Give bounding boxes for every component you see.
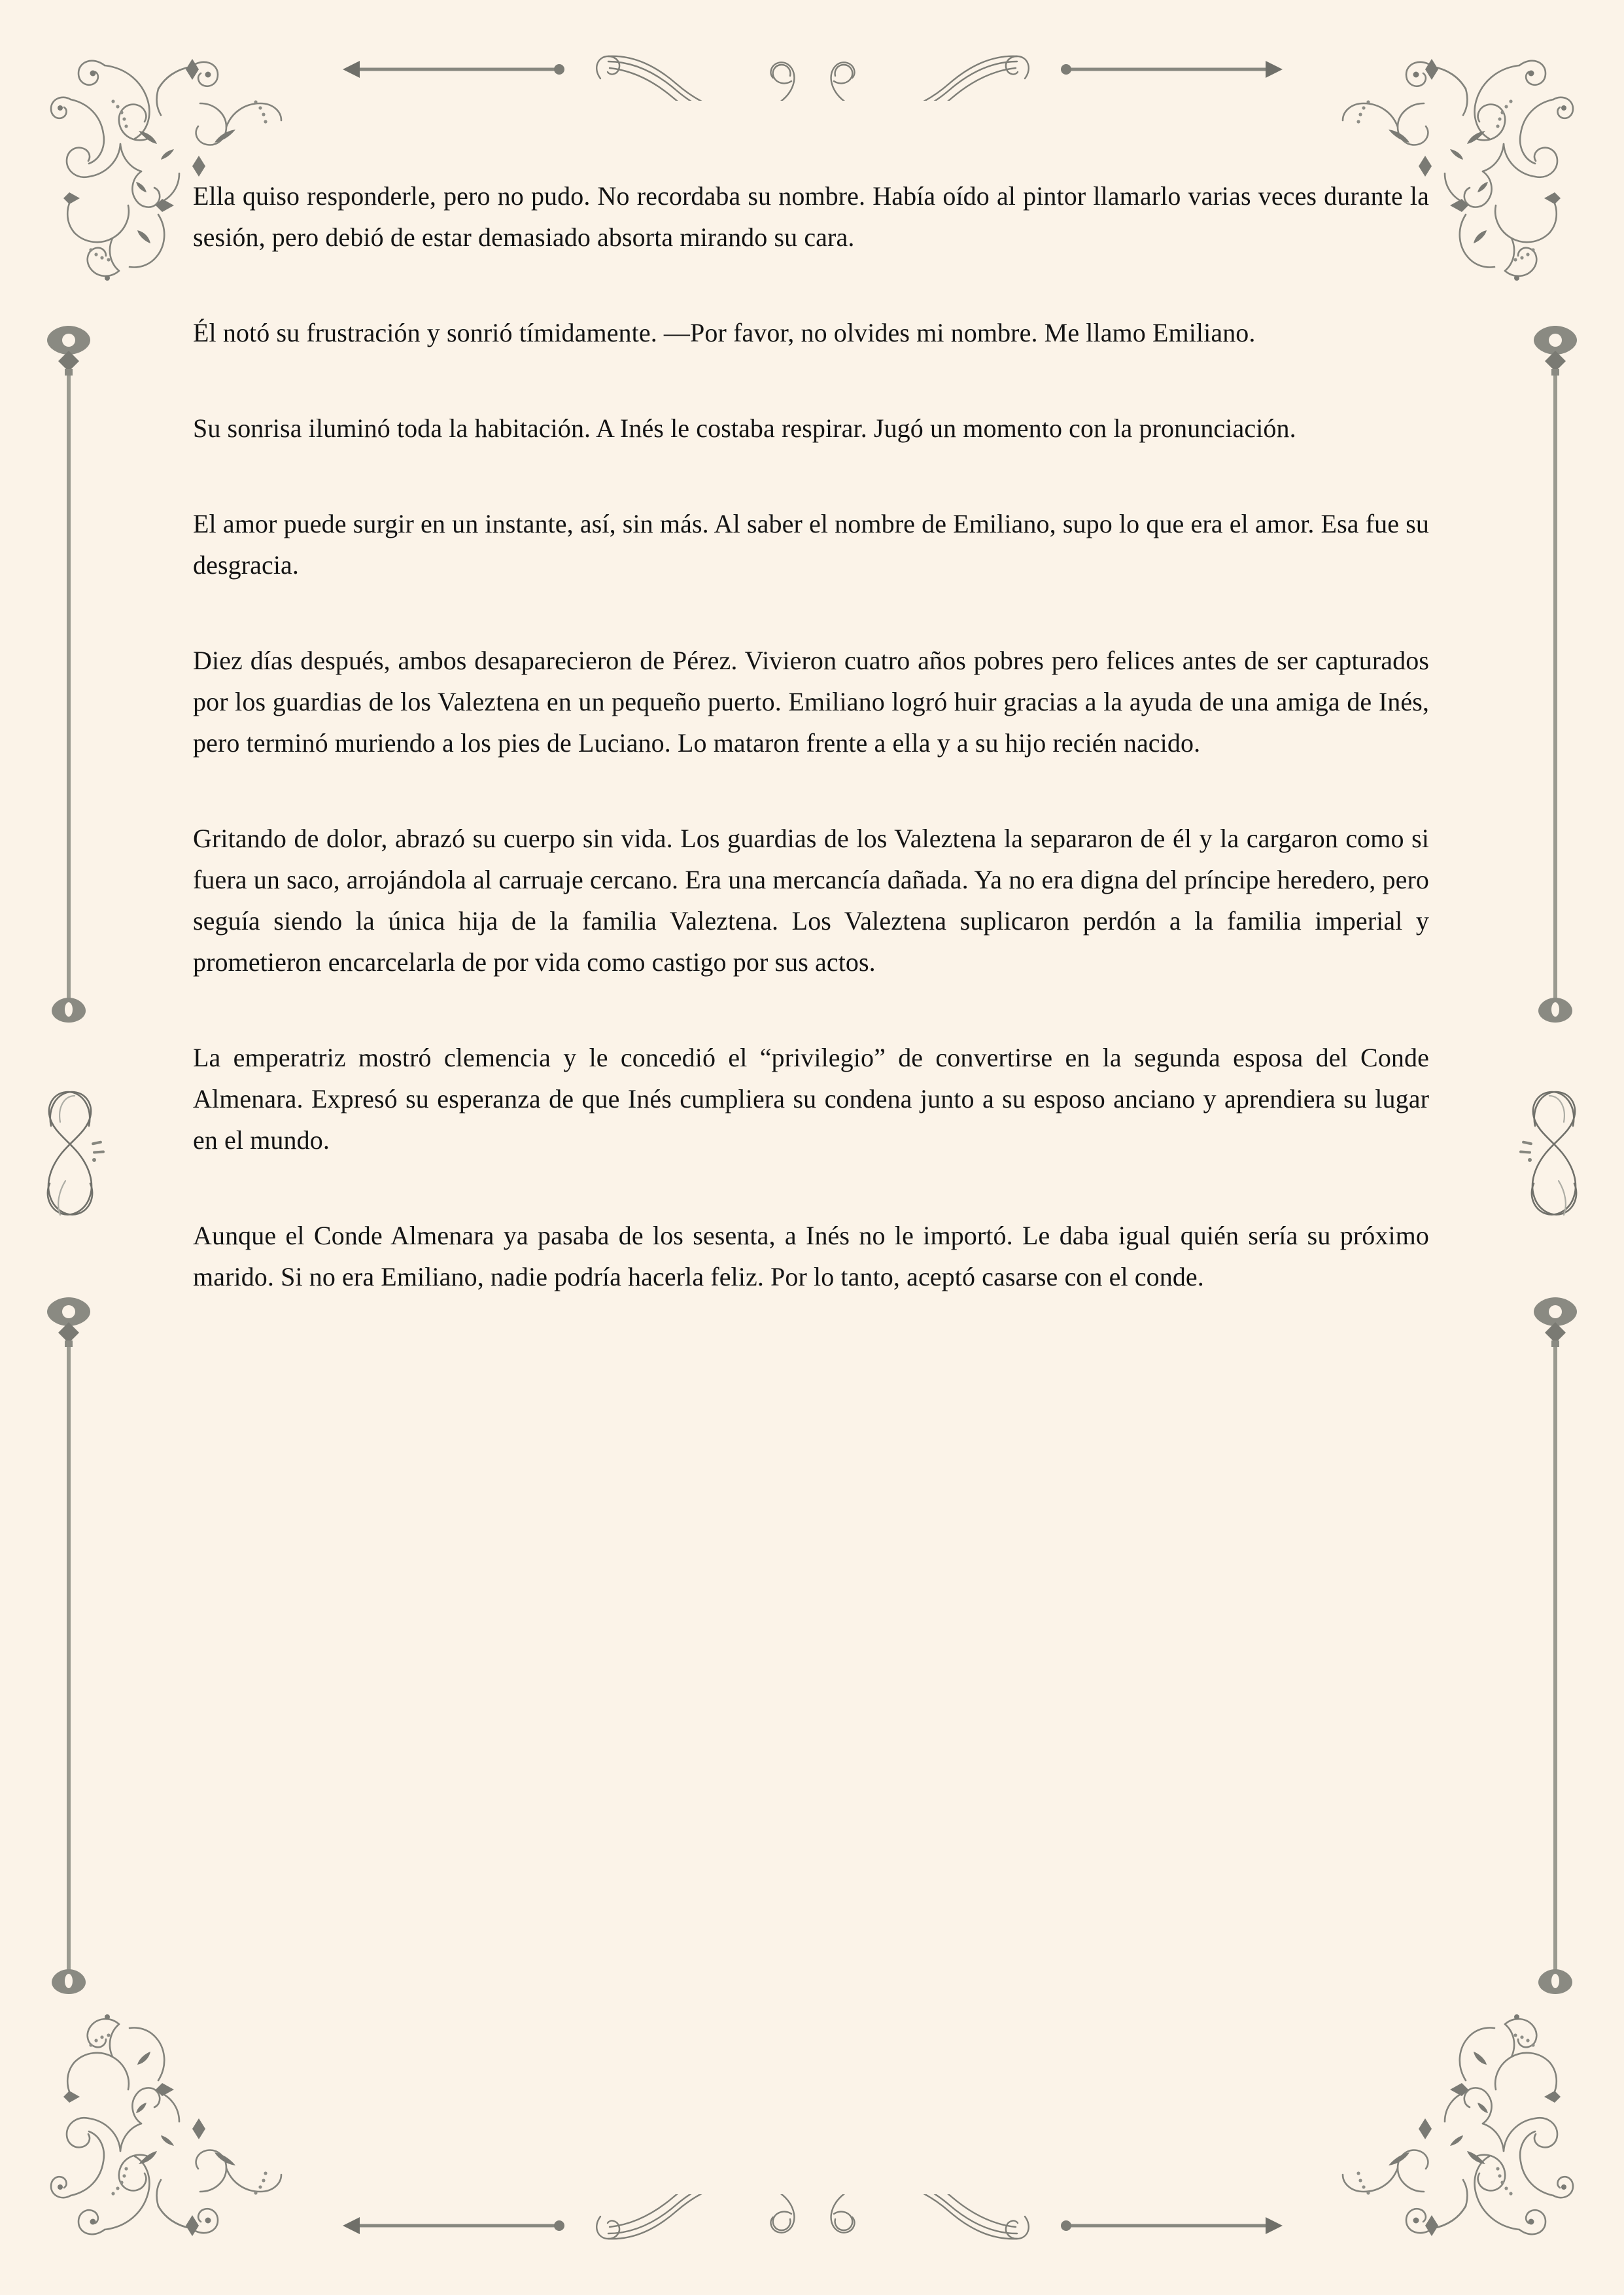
body-paragraph: Ella quiso responderle, pero no pudo. No recordaba su nombre. Había oído al pintor llamarlo varias veces durante la sesión, pero debió de estar demasiado absorta mirando su cara.	[193, 181, 1429, 252]
document-body	[193, 175, 1429, 1297]
vertical-rod-ornament-left-upper	[41, 321, 97, 1024]
body-paragraph: Gritando de dolor, abrazó su cuerpo sin vida. Los guardias de los Valeztena la separaron de él y la cargaron como si fuera un saco, arrojándola al carruaje cercano. Era una mercancía dañada. Ya no era digna del príncipe heredero, pero seguía siendo la única hija de la familia Valeztena. Los Valeztena suplicaron perdón a la familia imperial y prometieron encarcelarla de por vida como castigo por sus actos.	[193, 824, 1429, 977]
horizontal-flourish-divider-bottom	[334, 2194, 1292, 2257]
body-paragraph: La emperatriz mostró clemencia y le concedió el “privilegio” de convertirse en la segunda esposa del Conde Almenara. Expresó su esperanza de que Inés cumpliera su condena junto a su esposo anciano y aprendiera su lugar en el mundo.	[193, 1043, 1429, 1155]
body-paragraph: Aunque el Conde Almenara ya pasaba de los sesenta, a Inés no le importó. Le daba igual quién sería su próximo marido. Si no era Emiliano, nadie podría hacerla feliz. Por lo tanto, aceptó casarse con el conde.	[193, 1221, 1429, 1291]
figure-eight-knot-icon-left	[31, 1063, 110, 1253]
vertical-rod-ornament-right-lower	[1527, 1292, 1583, 1995]
figure-eight-knot-icon-right	[1514, 1063, 1593, 1253]
corner-flourish-icon-bottom-left	[27, 2012, 289, 2274]
body-paragraph: Diez días después, ambos desaparecieron de Pérez. Vivieron cuatro años pobres pero felices antes de ser capturados por los guardias de los Valeztena en un pequeño puerto. Emiliano logró huir gracias a la ayuda de una amiga de Inés, pero terminó muriendo a los pies de Luciano. Lo mataron frente a ella y a su hijo recién nacido.	[193, 646, 1429, 758]
body-paragraph: Su sonrisa iluminó toda la habitación. A Inés le costaba respirar. Jugó un momento con la pronunciación.	[193, 413, 1296, 443]
horizontal-flourish-divider-top	[334, 38, 1292, 101]
body-paragraph: El amor puede surgir en un instante, así, sin más. Al saber el nombre de Emiliano, supo lo que era el amor. Esa fue su desgracia.	[193, 509, 1429, 580]
corner-flourish-icon-bottom-right	[1335, 2012, 1597, 2274]
vertical-rod-ornament-right-upper	[1527, 321, 1583, 1024]
vertical-rod-ornament-left-lower	[41, 1292, 97, 1995]
body-paragraph: Él notó su frustración y sonrió tímidamente. —Por favor, no olvides mi nombre. Me llamo Emiliano.	[193, 318, 1256, 347]
